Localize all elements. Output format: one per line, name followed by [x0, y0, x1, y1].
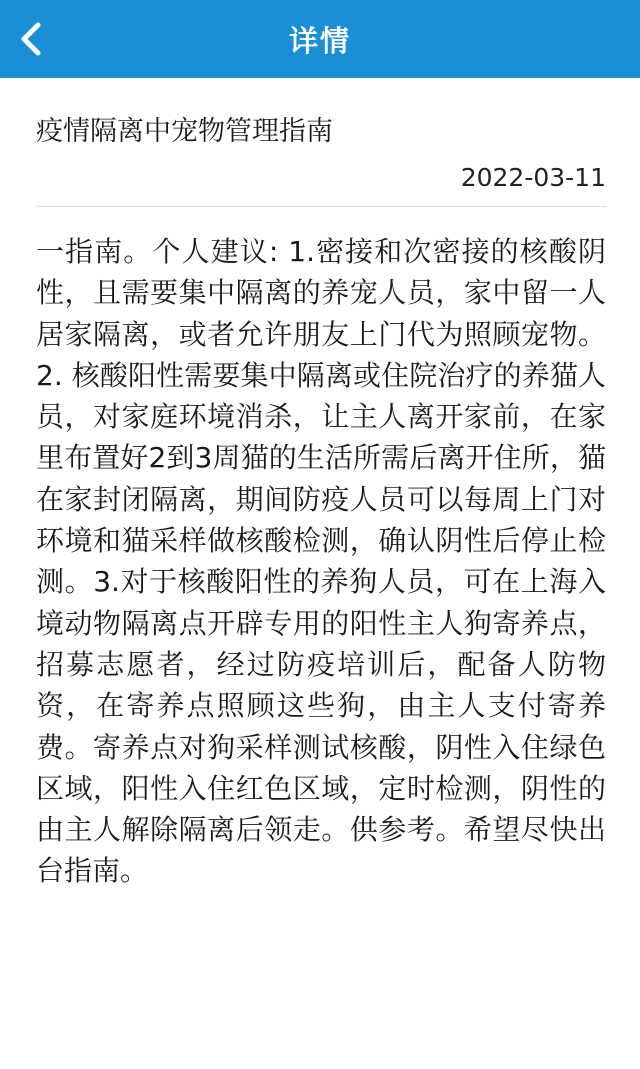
- article-date: 2022-03-11: [460, 163, 606, 192]
- page-title: 详情: [288, 23, 351, 58]
- divider: [36, 206, 606, 207]
- article-body: 一指南。个人建议: 1.密接和次密接的核酸阴性，且需要集中隔离的养宠人员，家中留一人居家隔离，或者允许朋友上门代为照顾宠物。2. 核酸阳性需要集中隔离或住院治疗的养猫人员，对家庭环境消杀，让主人离开家前，在家里布置好2到3周猫的生活所需后离开住所，猫在家封闭隔离，期间防疫人员可以每周上门对环境和猫采样做核酸检测，确认阴性后停止检测。3.对于核酸阳性的养狗人员，可在上海入境动物隔离点开辟专用的阳性主人狗寄养点，招募志愿者，经过防疫培训后，配备人防物资，在寄养点照顾这些狗，由主人支付寄养费。寄养点对狗采样测试核酸，阴性入住绿色区域，阳性入住红色区域，定时检测，阴性的由主人解除隔离后领走。供参考。希望尽快出台指南。: [36, 235, 606, 888]
- back-button[interactable]: [18, 0, 78, 78]
- chevron-left-icon: [18, 21, 44, 57]
- article-content: [0, 114, 640, 892]
- article-title: 疫情隔离中宠物管理指南: [36, 116, 333, 147]
- top-navigation-bar: [0, 0, 640, 78]
